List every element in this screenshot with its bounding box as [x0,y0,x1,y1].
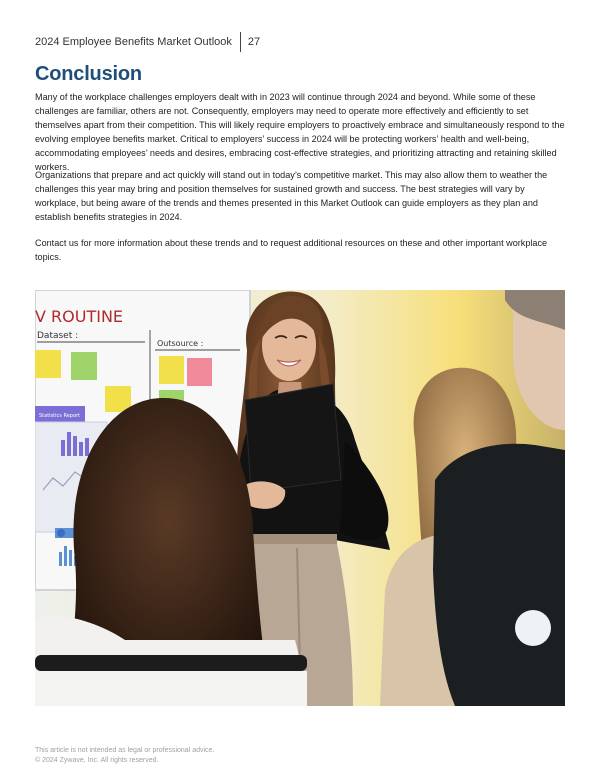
paragraph-3: Contact us for more information about these trends and to request additional resources on these and other important workplace topics. [35,238,548,262]
photo-illustration [35,290,565,706]
sticky-note [159,356,184,384]
document-title: 2024 Employee Benefits Market Outlook [35,36,232,48]
paragraph-1: Many of the workplace challenges employers dealt with in 2023 will continue through 2024 and beyond. While some of these challenges are familiar, others are not. Consequently, employers may need to operate more effectively and efficiently to set themselves apart from their competition. This will likely require employers to proactively embrace and simultaneously respond to the evolving employee benefits market. Critical to employers’ success in 2024 will be protecting workers’ health and well-being, accommodating employees’ needs and desires, embracing cost-effective strategies, and prioritizing attracting and retaining skilled workers. [35,92,565,172]
sticky-note [187,358,212,386]
sticky-note [105,386,131,412]
report-card-label: Statistics Report [39,413,81,419]
sticky-note [71,352,97,380]
page-number: 27 [247,36,261,48]
presentation-photo [35,290,565,706]
whiteboard-routine-text: V ROUTINE [35,307,124,326]
disclaimer-text: This article is not intended as legal or professional advice. [35,747,215,754]
section-heading: Conclusion [35,63,142,85]
header-divider [240,32,241,52]
sticky-note [35,350,61,378]
whiteboard-outsource-text: Outsource : [157,339,204,348]
page-footer [35,746,214,766]
paragraph-2: Organizations that prepare and act quickly will stand out in today’s competitive market. This may also allow them to weather the challenges this year may bring and position themselves for sustained growth and success. The best strategies will vary by workplace, but being aware of the trends and themes presented in this Market Outlook can guide employers as they plan and establish benefits strategies in 2024. [35,170,548,222]
copyright-text: © 2024 Zywave, Inc. All rights reserved. [35,757,159,764]
whiteboard-dataset-text: Dataset : [37,331,79,341]
page-header [35,32,260,52]
chair-backrest [35,655,307,671]
